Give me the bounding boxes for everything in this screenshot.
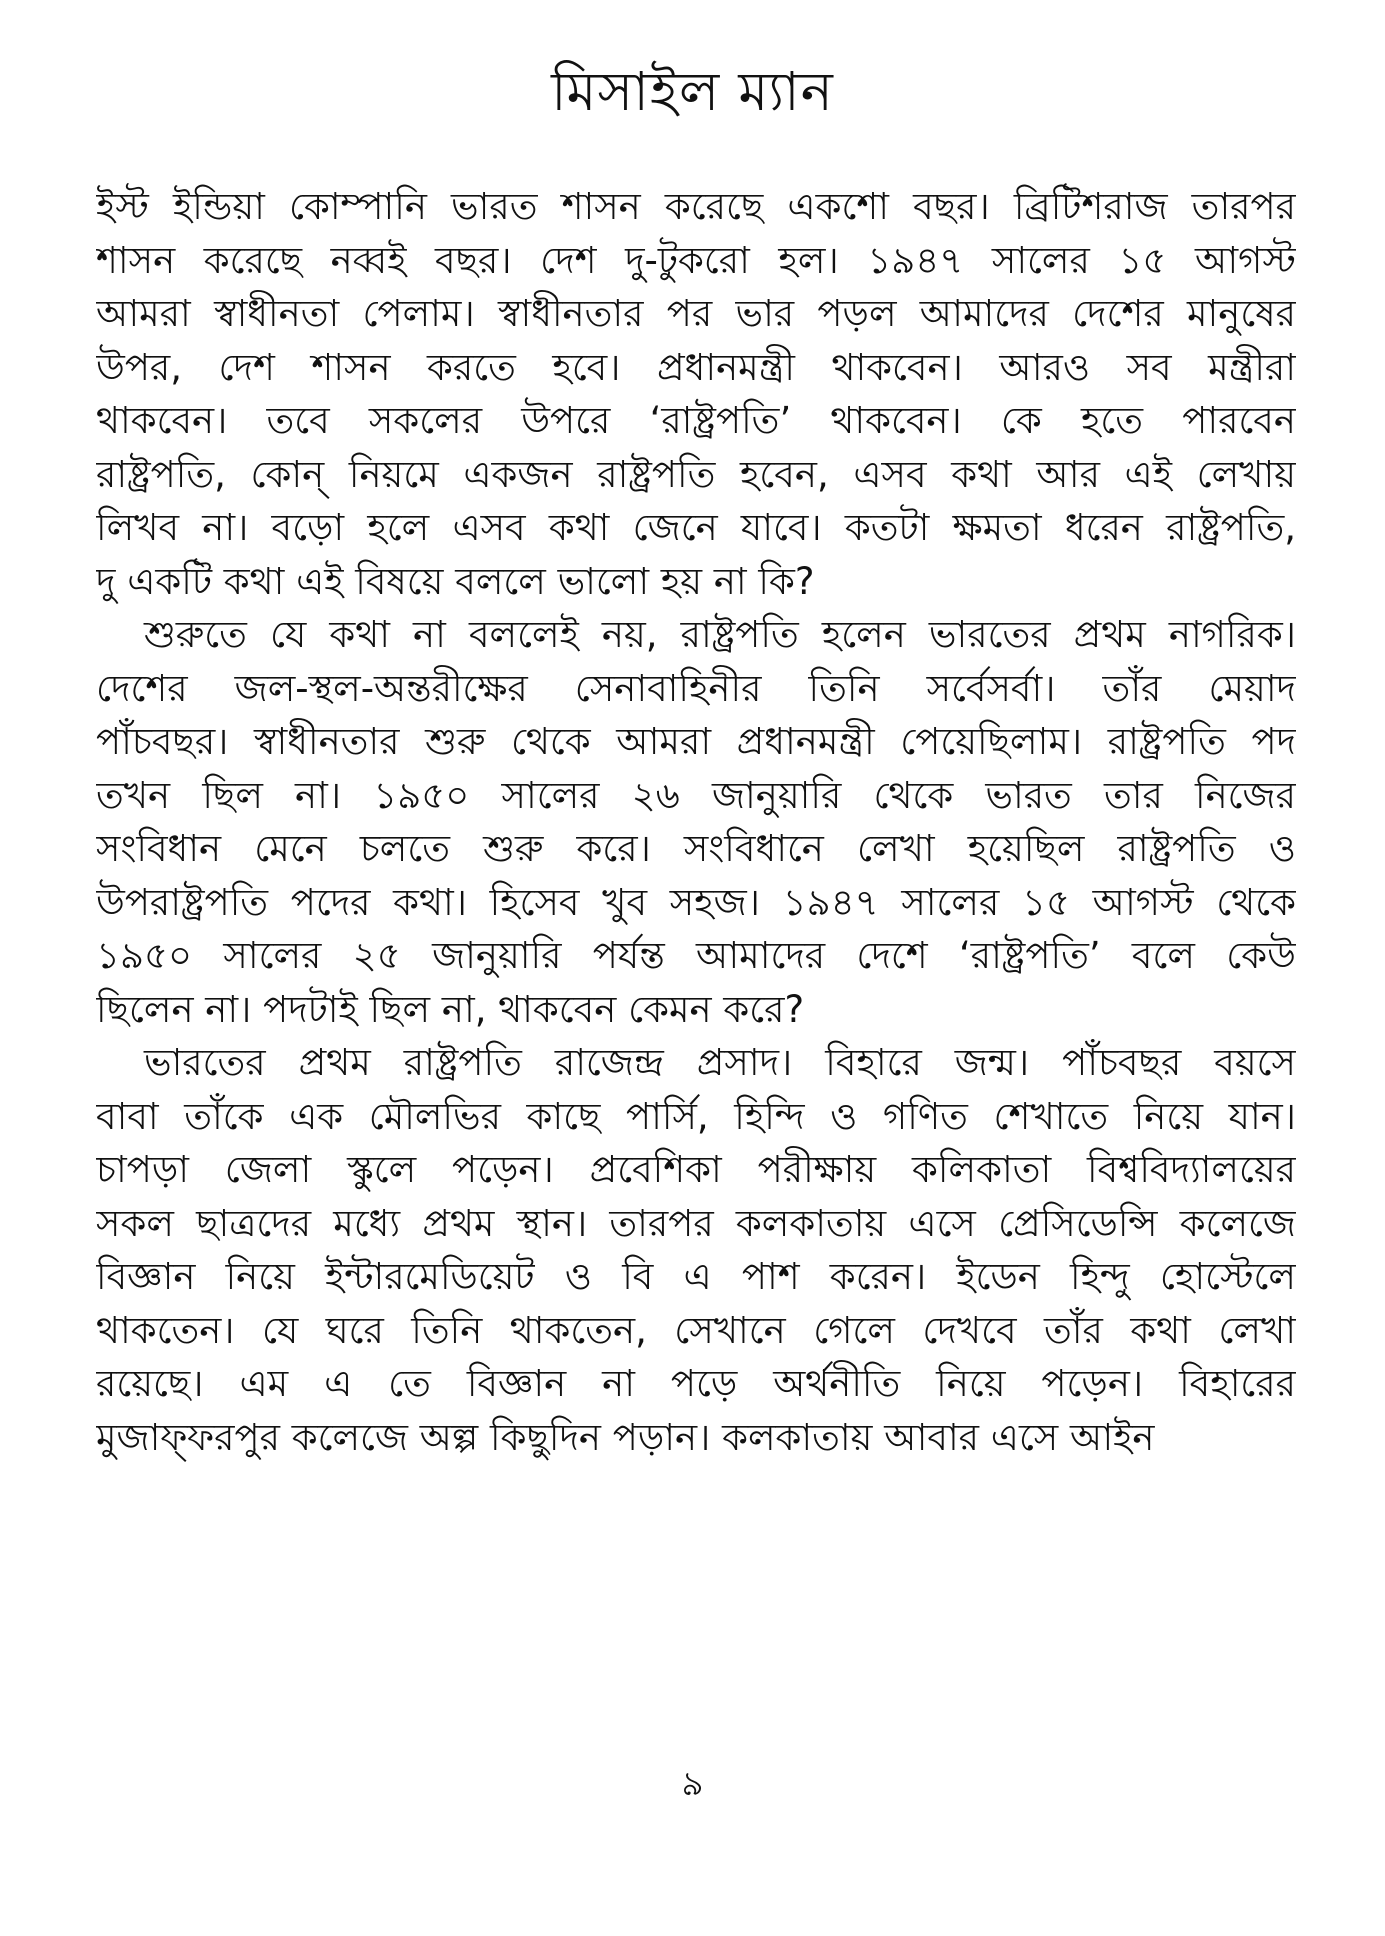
text-line: ছিলেন না। পদটাই ছিল না, থাকবেন কেমন করে?	[96, 987, 805, 1031]
text-line: থাকবেন। তবে সকলের উপরে ‘রাষ্ট্রপতি’ থাকবেন। কে হতে পারবেন	[96, 399, 1296, 442]
text-line: আমরা স্বাধীনতা পেলাম। স্বাধীনতার পর ভার পড়ল আমাদের দেশের মানুষের	[96, 292, 1296, 335]
text-line: দু একটি কথা এই বিষয়ে বললে ভালো হয় না কি?	[96, 559, 815, 603]
text-line: সংবিধান মেনে চলতে শুরু করে। সংবিধানে লেখা হয়েছিল রাষ্ট্রপতি ও	[96, 827, 1296, 870]
paragraph	[96, 1036, 1296, 1464]
text-line: ভারতের প্রথম রাষ্ট্রপতি রাজেন্দ্র প্রসাদ। বিহারে জন্ম। পাঁচবছর বয়সে	[144, 1041, 1296, 1084]
text-line: ইস্ট ইন্ডিয়া কোম্পানি ভারত শাসন করেছে একশো বছর। ব্রিটিশরাজ তারপর	[96, 185, 1296, 228]
body-text	[96, 180, 1296, 1464]
page-title: মিসাইল ম্যান	[551, 60, 834, 123]
text-line: শুরুতে যে কথা না বললেই নয়, রাষ্ট্রপতি হলেন ভারতের প্রথম নাগরিক।	[144, 613, 1296, 656]
text-line: বিজ্ঞান নিয়ে ইন্টারমেডিয়েট ও বি এ পাশ করেন। ইডেন হিন্দু হোস্টেলে	[96, 1255, 1296, 1298]
text-line: উপর, দেশ শাসন করতে হবে। প্রধানমন্ত্রী থাকবেন। আরও সব মন্ত্রীরা	[96, 345, 1296, 389]
text-line: সকল ছাত্রদের মধ্যে প্রথম স্থান। তারপর কলকাতায় এসে প্রেসিডেন্সি কলেজে	[96, 1201, 1296, 1245]
paragraph	[96, 608, 1296, 1036]
text-line: উপরাষ্ট্রপতি পদের কথা। হিসেব খুব সহজ। ১৯৪৭ সালের ১৫ আগস্ট থেকে	[96, 880, 1296, 924]
text-line: রাষ্ট্রপতি, কোন্ নিয়মে একজন রাষ্ট্রপতি হবেন, এসব কথা আর এই লেখায়	[96, 452, 1296, 496]
text-line: দেশের জল-স্থল-অন্তরীক্ষের সেনাবাহিনীর তিনি সর্বেসর্বা। তাঁর মেয়াদ	[96, 666, 1296, 710]
page-number: ৯	[681, 1764, 704, 1804]
text-line: লিখব না। বড়ো হলে এসব কথা জেনে যাবে। কতটা ক্ষমতা ধরেন রাষ্ট্রপতি,	[96, 506, 1296, 549]
text-line: ১৯৫০ সালের ২৫ জানুয়ারি পর্যন্ত আমাদের দেশে ‘রাষ্ট্রপতি’ বলে কেউ	[96, 934, 1296, 977]
text-line: শাসন করেছে নব্বই বছর। দেশ দু-টুকরো হল। ১৯৪৭ সালের ১৫ আগস্ট	[96, 238, 1296, 282]
text-line: বাবা তাঁকে এক মৌলভির কাছে পার্সি, হিন্দি ও গণিত শেখাতে নিয়ে যান।	[96, 1094, 1296, 1138]
text-line: চাপড়া জেলা স্কুলে পড়েন। প্রবেশিকা পরীক্ষায় কলিকাতা বিশ্ববিদ্যালয়ের	[96, 1148, 1296, 1191]
text-line: পাঁচবছর। স্বাধীনতার শুরু থেকে আমরা প্রধানমন্ত্রী পেয়েছিলাম। রাষ্ট্রপতি পদ	[96, 720, 1296, 763]
text-line: তখন ছিল না। ১৯৫০ সালের ২৬ জানুয়ারি থেকে ভারত তার নিজের	[96, 773, 1296, 817]
paragraph	[96, 180, 1296, 608]
text-line: রয়েছে। এম এ তে বিজ্ঞান না পড়ে অর্থনীতি নিয়ে পড়েন। বিহারের	[96, 1362, 1296, 1405]
text-line: থাকতেন। যে ঘরে তিনি থাকতেন, সেখানে গেলে দেখবে তাঁর কথা লেখা	[96, 1308, 1296, 1352]
text-line: মুজাফ্ফরপুর কলেজে অল্প কিছুদিন পড়ান। কলকাতায় আবার এসে আইন	[96, 1415, 1155, 1459]
